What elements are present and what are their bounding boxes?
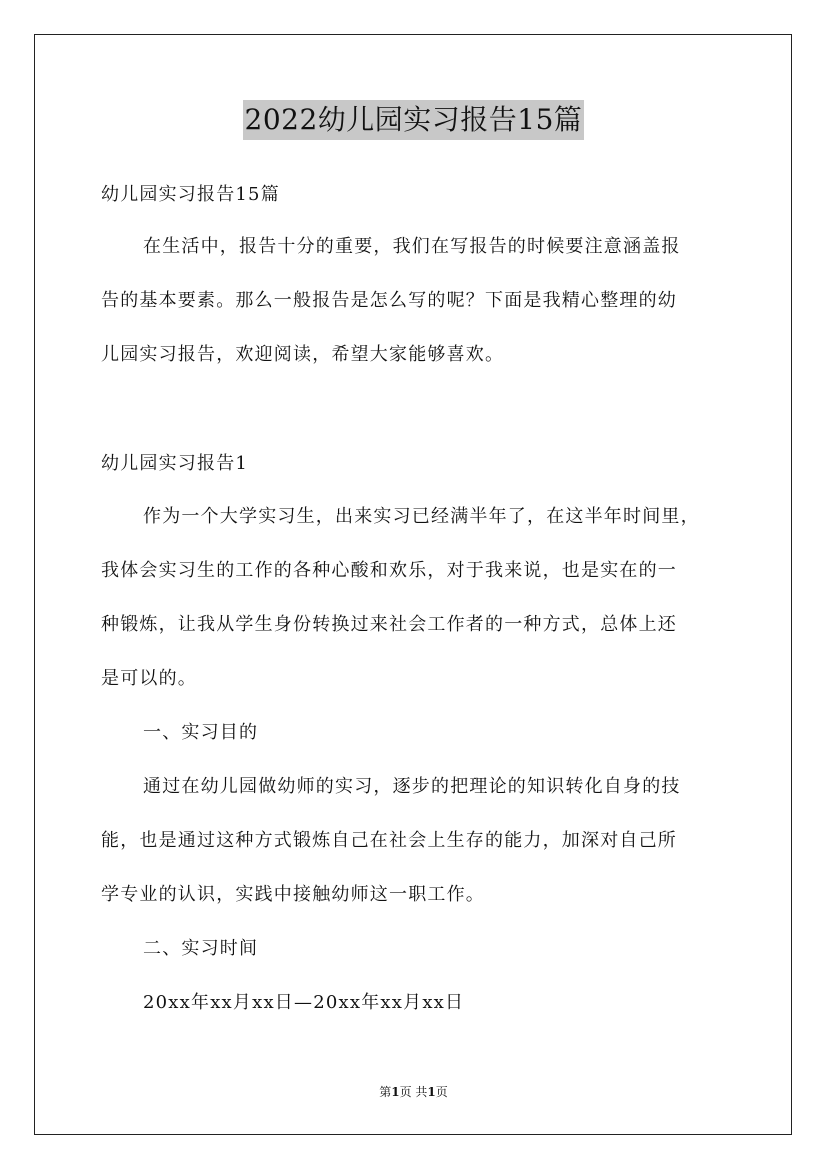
heading-purpose: 一、实习目的	[143, 722, 259, 743]
section-title: 幼儿园实习报告1	[101, 453, 249, 474]
heading-time: 二、实习时间	[143, 938, 259, 959]
para2-line-3: 学专业的认识，实践中接触幼师这一职工作。	[101, 884, 485, 905]
footer-page-total: 1	[427, 1085, 436, 1099]
footer-page-suffix: 页	[435, 1085, 448, 1099]
title-wrap	[0, 100, 827, 140]
page-footer	[0, 1082, 827, 1102]
para1-line-3: 种锻炼，让我从学生身份转换过来社会工作者的一种方式，总体上还	[101, 614, 677, 635]
document-title: 2022幼儿园实习报告15篇	[243, 100, 585, 140]
intro-line-1: 在生活中，报告十分的重要，我们在写报告的时候要注意涵盖报	[143, 236, 681, 257]
footer-page-current: 1	[391, 1085, 400, 1099]
para2-line-2: 能，也是通过这种方式锻炼自己在社会上生存的能力，加深对自己所	[101, 830, 677, 851]
para1-line-4: 是可以的。	[101, 668, 197, 689]
para1-line-2: 我体会实习生的工作的各种心酸和欢乐，对于我来说，也是实在的一	[101, 560, 677, 581]
para1-line-1: 作为一个大学实习生，出来实习已经满半年了，在这半年时间里，	[143, 506, 700, 527]
intro-line-2: 告的基本要素。那么一般报告是怎么写的呢？下面是我精心整理的幼	[101, 290, 677, 311]
date-range: 20xx年xx月xx日—20xx年xx月xx日	[143, 992, 465, 1013]
footer-page-prefix: 第	[379, 1085, 392, 1099]
para2-line-1: 通过在幼儿园做幼师的实习，逐步的把理论的知识转化自身的技	[143, 776, 681, 797]
subtitle: 幼儿园实习报告15篇	[101, 184, 280, 205]
footer-page-mid: 页 共	[399, 1085, 428, 1099]
intro-line-3: 儿园实习报告，欢迎阅读，希望大家能够喜欢。	[101, 344, 505, 365]
